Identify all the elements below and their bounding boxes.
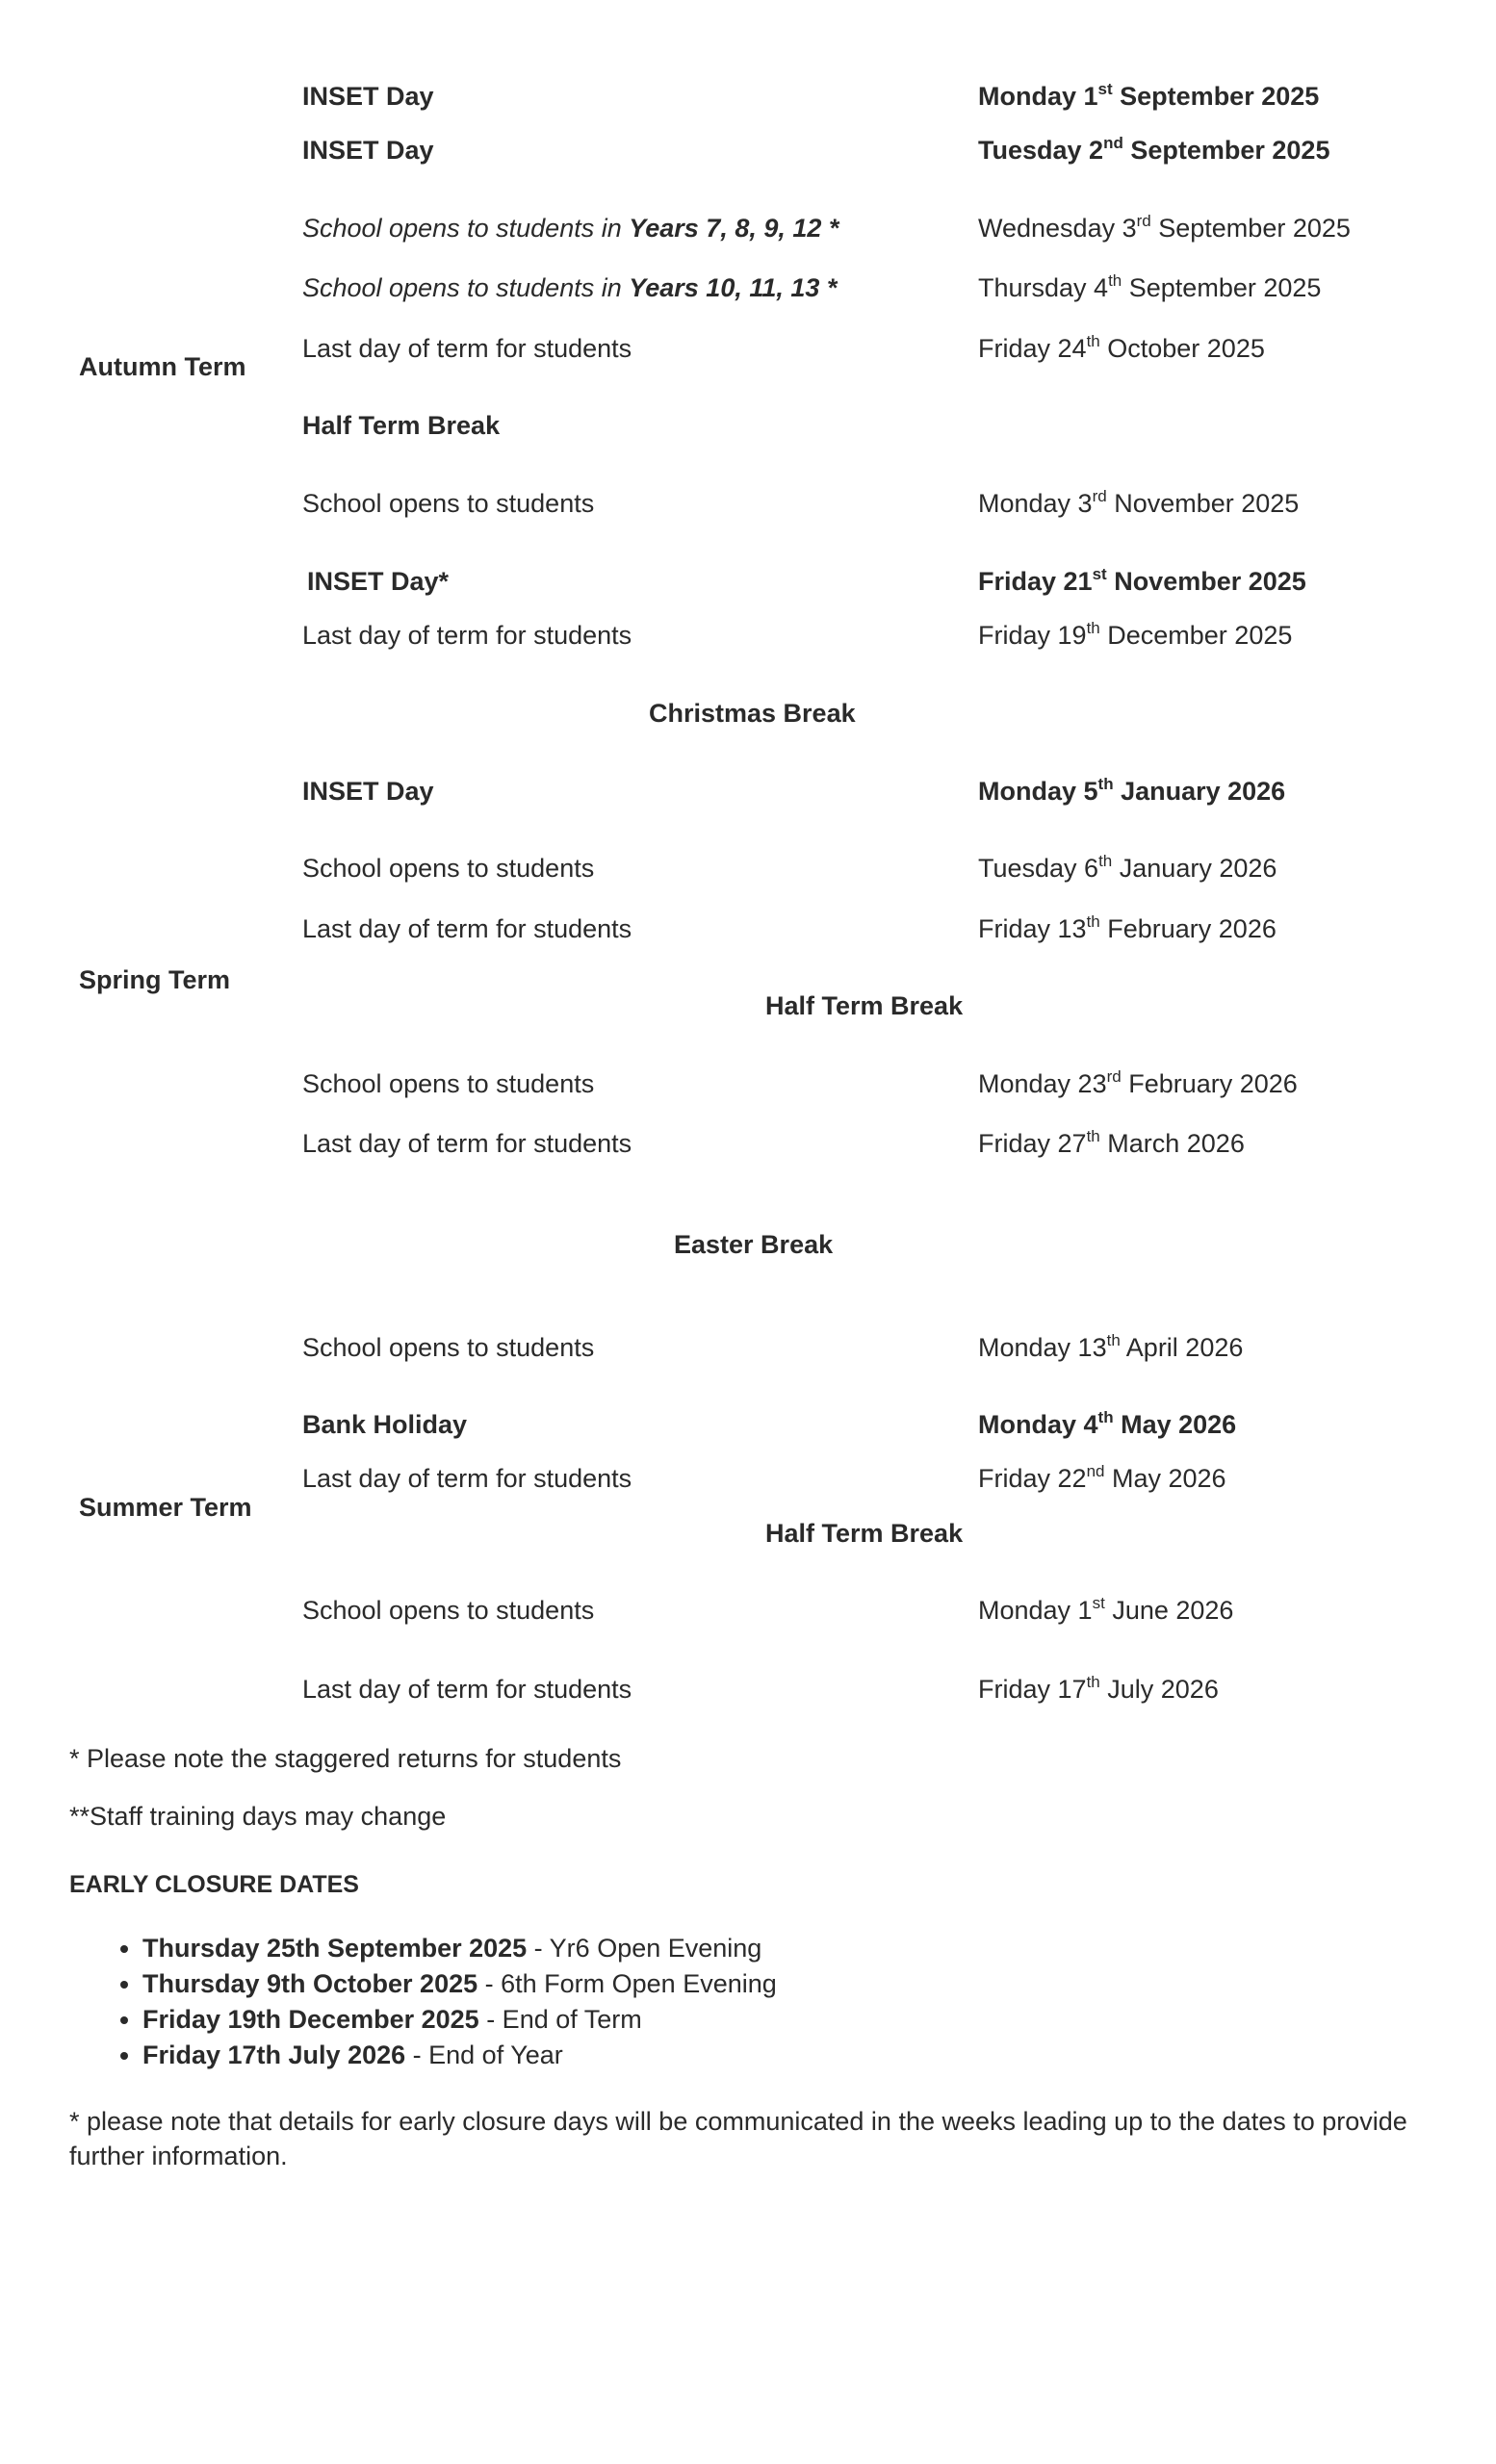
- event-date: Friday 19th December 2025: [978, 619, 1293, 650]
- event-label: School opens to students: [302, 1596, 595, 1625]
- half-term-break-label: Half Term Break: [765, 991, 964, 1020]
- event-date: Monday 4th May 2026: [978, 1408, 1237, 1439]
- event-label: INSET Day: [302, 777, 434, 806]
- event-label: School opens to students in Years 7, 8, 9, 12 *: [302, 214, 839, 243]
- event-label: Bank Holiday: [302, 1410, 468, 1439]
- list-item: • Thursday 9th October 2025 - 6th Form Open Evening: [142, 1966, 1394, 2002]
- half-term-break-label: Half Term Break: [765, 1519, 964, 1548]
- event-label: Last day of term for students: [302, 621, 632, 650]
- event-label: INSET Day: [302, 136, 434, 165]
- christmas-break-label: Christmas Break: [649, 699, 856, 728]
- event-date: Monday 3rd November 2025: [978, 487, 1300, 518]
- note-staff: **Staff training days may change: [69, 1802, 447, 1831]
- half-term-break-label: Half Term Break: [302, 411, 501, 440]
- event-date: Tuesday 2nd September 2025: [978, 134, 1330, 165]
- term-label-summer: Summer Term: [79, 1493, 252, 1522]
- easter-break-label: Easter Break: [674, 1230, 834, 1259]
- event-label: School opens to students: [302, 489, 595, 518]
- term-label-autumn: Autumn Term: [79, 352, 246, 381]
- term-label-spring: Spring Term: [79, 965, 231, 994]
- event-date: Monday 23rd February 2026: [978, 1067, 1298, 1098]
- event-date: Friday 17th July 2026: [978, 1673, 1219, 1704]
- list-item: • Friday 19th December 2025 - End of Term: [142, 2002, 1394, 2038]
- event-date: Monday 1st September 2025: [978, 80, 1320, 111]
- event-label: School opens to students in Years 10, 11, 13 *: [302, 273, 838, 302]
- early-closure-footnote: * please note that details for early closure days will be communicated in the weeks leading up to the dates to provide further information.: [69, 2107, 1407, 2170]
- event-date: Monday 13th April 2026: [978, 1331, 1244, 1362]
- event-label: INSET Day*: [307, 567, 450, 596]
- event-label: Last day of term for students: [302, 334, 632, 363]
- event-label: School opens to students: [302, 1333, 595, 1362]
- event-date: Friday 27th March 2026: [978, 1127, 1245, 1158]
- event-date: Monday 1st June 2026: [978, 1594, 1234, 1625]
- event-date: Tuesday 6th January 2026: [978, 852, 1277, 883]
- event-label: Last day of term for students: [302, 1675, 632, 1704]
- event-date: Monday 5th January 2026: [978, 775, 1286, 806]
- event-date: Thursday 4th September 2025: [978, 271, 1322, 302]
- event-label: Last day of term for students: [302, 1464, 632, 1493]
- event-date: Friday 13th February 2026: [978, 912, 1277, 943]
- list-item: • Friday 17th July 2026 - End of Year: [142, 2038, 1394, 2073]
- event-date: Friday 22nd May 2026: [978, 1462, 1226, 1493]
- event-label: School opens to students: [302, 854, 595, 883]
- early-closure-heading: EARLY CLOSURE DATES: [69, 1871, 359, 1898]
- note-staggered: * Please note the staggered returns for students: [69, 1744, 622, 1773]
- event-date: Friday 21st November 2025: [978, 565, 1306, 596]
- event-label: INSET Day: [302, 82, 434, 111]
- event-label: Last day of term for students: [302, 1129, 632, 1158]
- event-date: Wednesday 3rd September 2025: [978, 212, 1351, 243]
- event-label: Last day of term for students: [302, 914, 632, 943]
- event-date: Friday 24th October 2025: [978, 332, 1265, 363]
- list-item: • Thursday 25th September 2025 - Yr6 Open Evening: [142, 1931, 1394, 1966]
- event-label: School opens to students: [302, 1069, 595, 1098]
- early-closure-list: [69, 1931, 1394, 2073]
